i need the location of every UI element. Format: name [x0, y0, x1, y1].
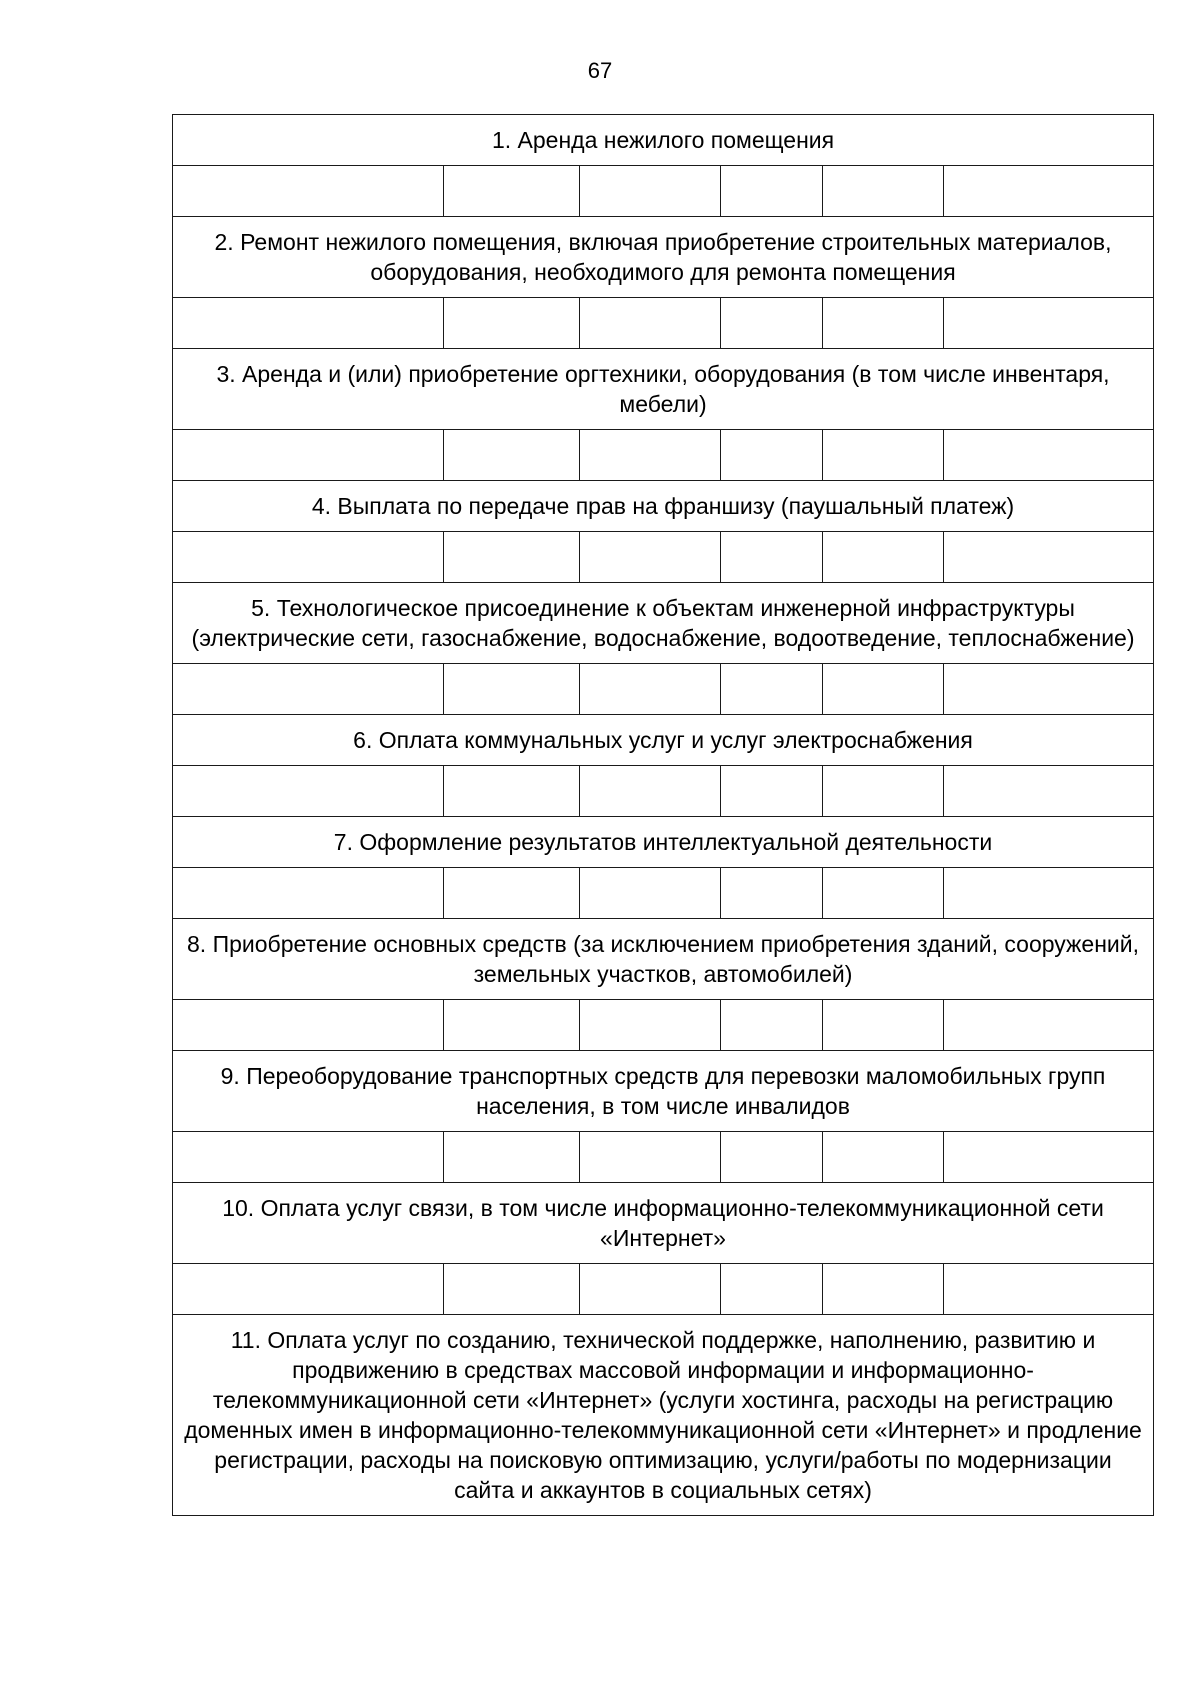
empty-cell: [173, 1264, 444, 1315]
empty-cell: [944, 298, 1154, 349]
empty-cell: [823, 1264, 944, 1315]
empty-cell: [444, 532, 580, 583]
empty-cell: [580, 166, 721, 217]
section-title: 1. Аренда нежилого помещения: [173, 115, 1154, 166]
section-title: 7. Оформление результатов интеллектуальной деятельности: [173, 817, 1154, 868]
section-title: 11. Оплата услуг по созданию, технической поддержке, наполнению, развитию и продвижению в средствах массовой информации и информационно-телекоммуникационной сети «Интернет» (услуги хостинга, расходы на регистрацию доменных имен в информационно-телекоммуникационной сети «Интернет» и продление регистрации, расходы на поисковую оптимизацию, услуги/работы по модернизации сайта и аккаунтов в социальных сетях): [173, 1315, 1154, 1516]
empty-cell: [823, 298, 944, 349]
expense-table-body: [173, 115, 1154, 1516]
section-data-row: [173, 430, 1154, 481]
empty-cell: [823, 868, 944, 919]
empty-cell: [173, 430, 444, 481]
empty-cell: [823, 430, 944, 481]
empty-cell: [580, 1000, 721, 1051]
empty-cell: [173, 1000, 444, 1051]
empty-cell: [721, 298, 823, 349]
section-title: 6. Оплата коммунальных услуг и услуг электроснабжения: [173, 715, 1154, 766]
empty-cell: [944, 868, 1154, 919]
empty-cell: [580, 664, 721, 715]
section-data-row: [173, 868, 1154, 919]
section-title: 10. Оплата услуг связи, в том числе информационно-телекоммуникационной сети «Интернет»: [173, 1183, 1154, 1264]
empty-cell: [444, 166, 580, 217]
empty-cell: [173, 868, 444, 919]
section-header-row: [173, 1051, 1154, 1132]
empty-cell: [580, 532, 721, 583]
empty-cell: [444, 766, 580, 817]
empty-cell: [444, 298, 580, 349]
empty-cell: [721, 532, 823, 583]
section-header-row: [173, 349, 1154, 430]
section-title: 8. Приобретение основных средств (за исключением приобретения зданий, сооружений, земельных участков, автомобилей): [173, 919, 1154, 1000]
section-data-row: [173, 532, 1154, 583]
section-data-row: [173, 298, 1154, 349]
section-data-row: [173, 166, 1154, 217]
empty-cell: [721, 664, 823, 715]
empty-cell: [721, 1000, 823, 1051]
section-header-row: [173, 217, 1154, 298]
empty-cell: [823, 766, 944, 817]
empty-cell: [173, 766, 444, 817]
empty-cell: [173, 298, 444, 349]
empty-cell: [444, 664, 580, 715]
section-header-row: [173, 481, 1154, 532]
empty-cell: [944, 430, 1154, 481]
empty-cell: [721, 1132, 823, 1183]
empty-cell: [173, 532, 444, 583]
section-header-row: [173, 817, 1154, 868]
empty-cell: [173, 664, 444, 715]
section-header-row: [173, 115, 1154, 166]
empty-cell: [444, 1132, 580, 1183]
section-data-row: [173, 766, 1154, 817]
empty-cell: [580, 1132, 721, 1183]
empty-cell: [580, 1264, 721, 1315]
empty-cell: [580, 430, 721, 481]
section-data-row: [173, 1132, 1154, 1183]
empty-cell: [580, 868, 721, 919]
empty-cell: [823, 664, 944, 715]
section-header-row: [173, 1183, 1154, 1264]
section-data-row: [173, 1264, 1154, 1315]
empty-cell: [823, 1132, 944, 1183]
section-header-row: [173, 583, 1154, 664]
empty-cell: [721, 868, 823, 919]
empty-cell: [444, 1264, 580, 1315]
section-title: 9. Переоборудование транспортных средств для перевозки маломобильных групп населения, в том числе инвалидов: [173, 1051, 1154, 1132]
empty-cell: [944, 1264, 1154, 1315]
section-title: 3. Аренда и (или) приобретение оргтехники, оборудования (в том числе инвентаря, мебели): [173, 349, 1154, 430]
empty-cell: [944, 532, 1154, 583]
empty-cell: [580, 766, 721, 817]
empty-cell: [944, 1000, 1154, 1051]
expense-table: [172, 114, 1154, 1516]
section-title: 5. Технологическое присоединение к объектам инженерной инфраструктуры (электрические сети, газоснабжение, водоснабжение, водоотведение, теплоснабжение): [173, 583, 1154, 664]
section-header-row: [173, 715, 1154, 766]
section-title: 2. Ремонт нежилого помещения, включая приобретение строительных материалов, оборудования, необходимого для ремонта помещения: [173, 217, 1154, 298]
empty-cell: [444, 1000, 580, 1051]
empty-cell: [173, 1132, 444, 1183]
section-header-row: [173, 1315, 1154, 1516]
empty-cell: [721, 1264, 823, 1315]
section-data-row: [173, 1000, 1154, 1051]
empty-cell: [444, 430, 580, 481]
empty-cell: [721, 430, 823, 481]
empty-cell: [173, 166, 444, 217]
empty-cell: [944, 664, 1154, 715]
empty-cell: [823, 532, 944, 583]
empty-cell: [823, 166, 944, 217]
empty-cell: [944, 766, 1154, 817]
empty-cell: [721, 166, 823, 217]
empty-cell: [944, 166, 1154, 217]
empty-cell: [721, 766, 823, 817]
empty-cell: [944, 1132, 1154, 1183]
page-number: 67: [587, 58, 613, 83]
empty-cell: [580, 298, 721, 349]
empty-cell: [444, 868, 580, 919]
section-header-row: [173, 919, 1154, 1000]
section-data-row: [173, 664, 1154, 715]
section-title: 4. Выплата по передаче прав на франшизу (паушальный платеж): [173, 481, 1154, 532]
empty-cell: [823, 1000, 944, 1051]
